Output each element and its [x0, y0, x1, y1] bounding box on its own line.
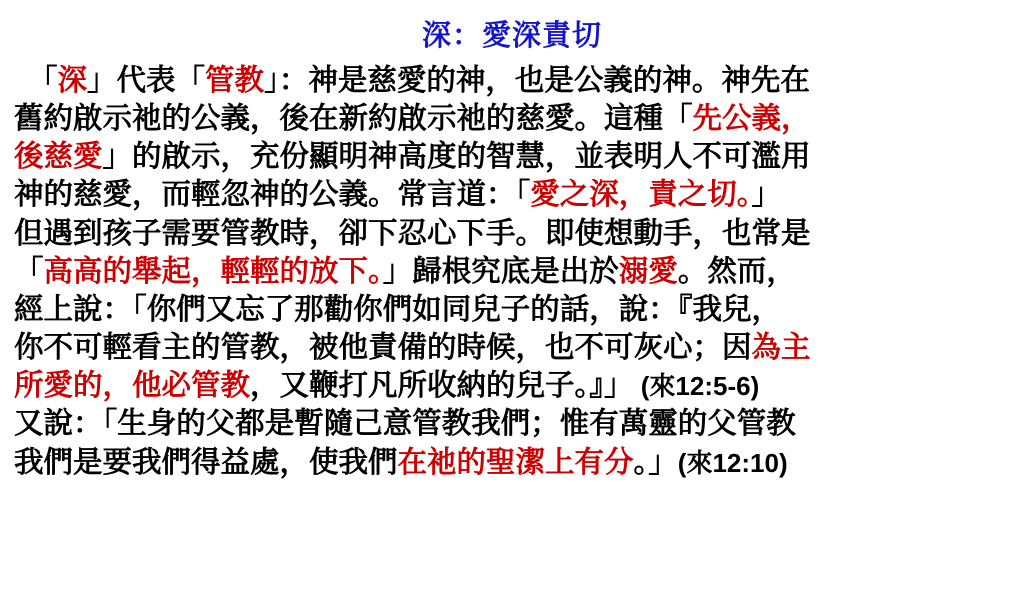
body-text-run: 」代表「	[87, 62, 206, 97]
highlighted-text: 管教	[205, 62, 265, 97]
body-line	[14, 328, 1010, 366]
highlighted-text: 愛之深，責之切。	[530, 177, 752, 212]
body-line	[14, 443, 1010, 481]
body-text-run: (來12:5-6)	[633, 371, 760, 402]
body-text-run: 」歸根究底是出於	[382, 253, 619, 288]
body-line	[14, 404, 1010, 442]
slide-title: 深：愛深責切	[421, 18, 602, 52]
body-line	[14, 214, 1010, 252]
highlighted-text: 後慈愛	[14, 139, 103, 174]
highlighted-text: 深	[57, 62, 88, 97]
highlighted-text: 所愛的，他必管教	[14, 368, 251, 403]
highlighted-text: 在祂的聖潔上有分	[397, 444, 634, 479]
body-text-run: 」：神是慈愛的神，也是公義的神。神先在	[264, 62, 810, 97]
body-line	[14, 252, 1010, 290]
body-text-run: 。」	[633, 444, 678, 479]
body-text-run: 」的啟示，充份顯明神高度的智慧，並表明人不可濫用	[102, 139, 811, 174]
body-text-run: 經上說：「你們又忘了那勸你們如同兒子的話，說：『我兒，	[14, 291, 782, 326]
body-line	[14, 290, 1010, 328]
body-text-run: 「	[14, 253, 44, 288]
slide-body	[14, 61, 1010, 481]
body-text-run: 你不可輕看主的管教，被他責備的時候，也不可灰心；因	[14, 330, 752, 365]
body-text-run: 「	[28, 62, 58, 97]
body-text-run: 」	[751, 177, 782, 212]
highlighted-text: 溺愛	[618, 253, 678, 288]
body-text-run: 。然而，	[677, 253, 796, 288]
body-text-run: 我們是要我們得益處，使我們	[14, 444, 398, 479]
body-text-run: 又說：「生身的父都是暫隨己意管教我們；惟有萬靈的父管教	[14, 406, 796, 441]
body-text-run: 舊約啟示祂的公義，後在新約啟示祂的慈愛。這種「	[14, 100, 693, 135]
highlighted-text: 高高的舉起，輕輕的放下。	[43, 253, 383, 288]
highlighted-text: 為主	[751, 330, 811, 365]
slide-canvas	[0, 18, 1024, 594]
body-line	[14, 175, 1010, 213]
body-text-run: ，又鞭打凡所收納的兒子。』」	[250, 368, 634, 403]
body-line	[14, 99, 1010, 137]
body-line	[14, 137, 1010, 175]
body-line	[14, 366, 1010, 404]
body-text-run: (來12:10)	[677, 447, 788, 478]
body-text-run: 但遇到孩子需要管教時，卻下忍心下手。即使想動手，也常是	[14, 215, 811, 250]
body-line	[14, 61, 1010, 99]
highlighted-text: 先公義，	[692, 100, 811, 135]
body-text-run: 神的慈愛，而輕忽神的公義。常言道：「	[14, 177, 531, 212]
